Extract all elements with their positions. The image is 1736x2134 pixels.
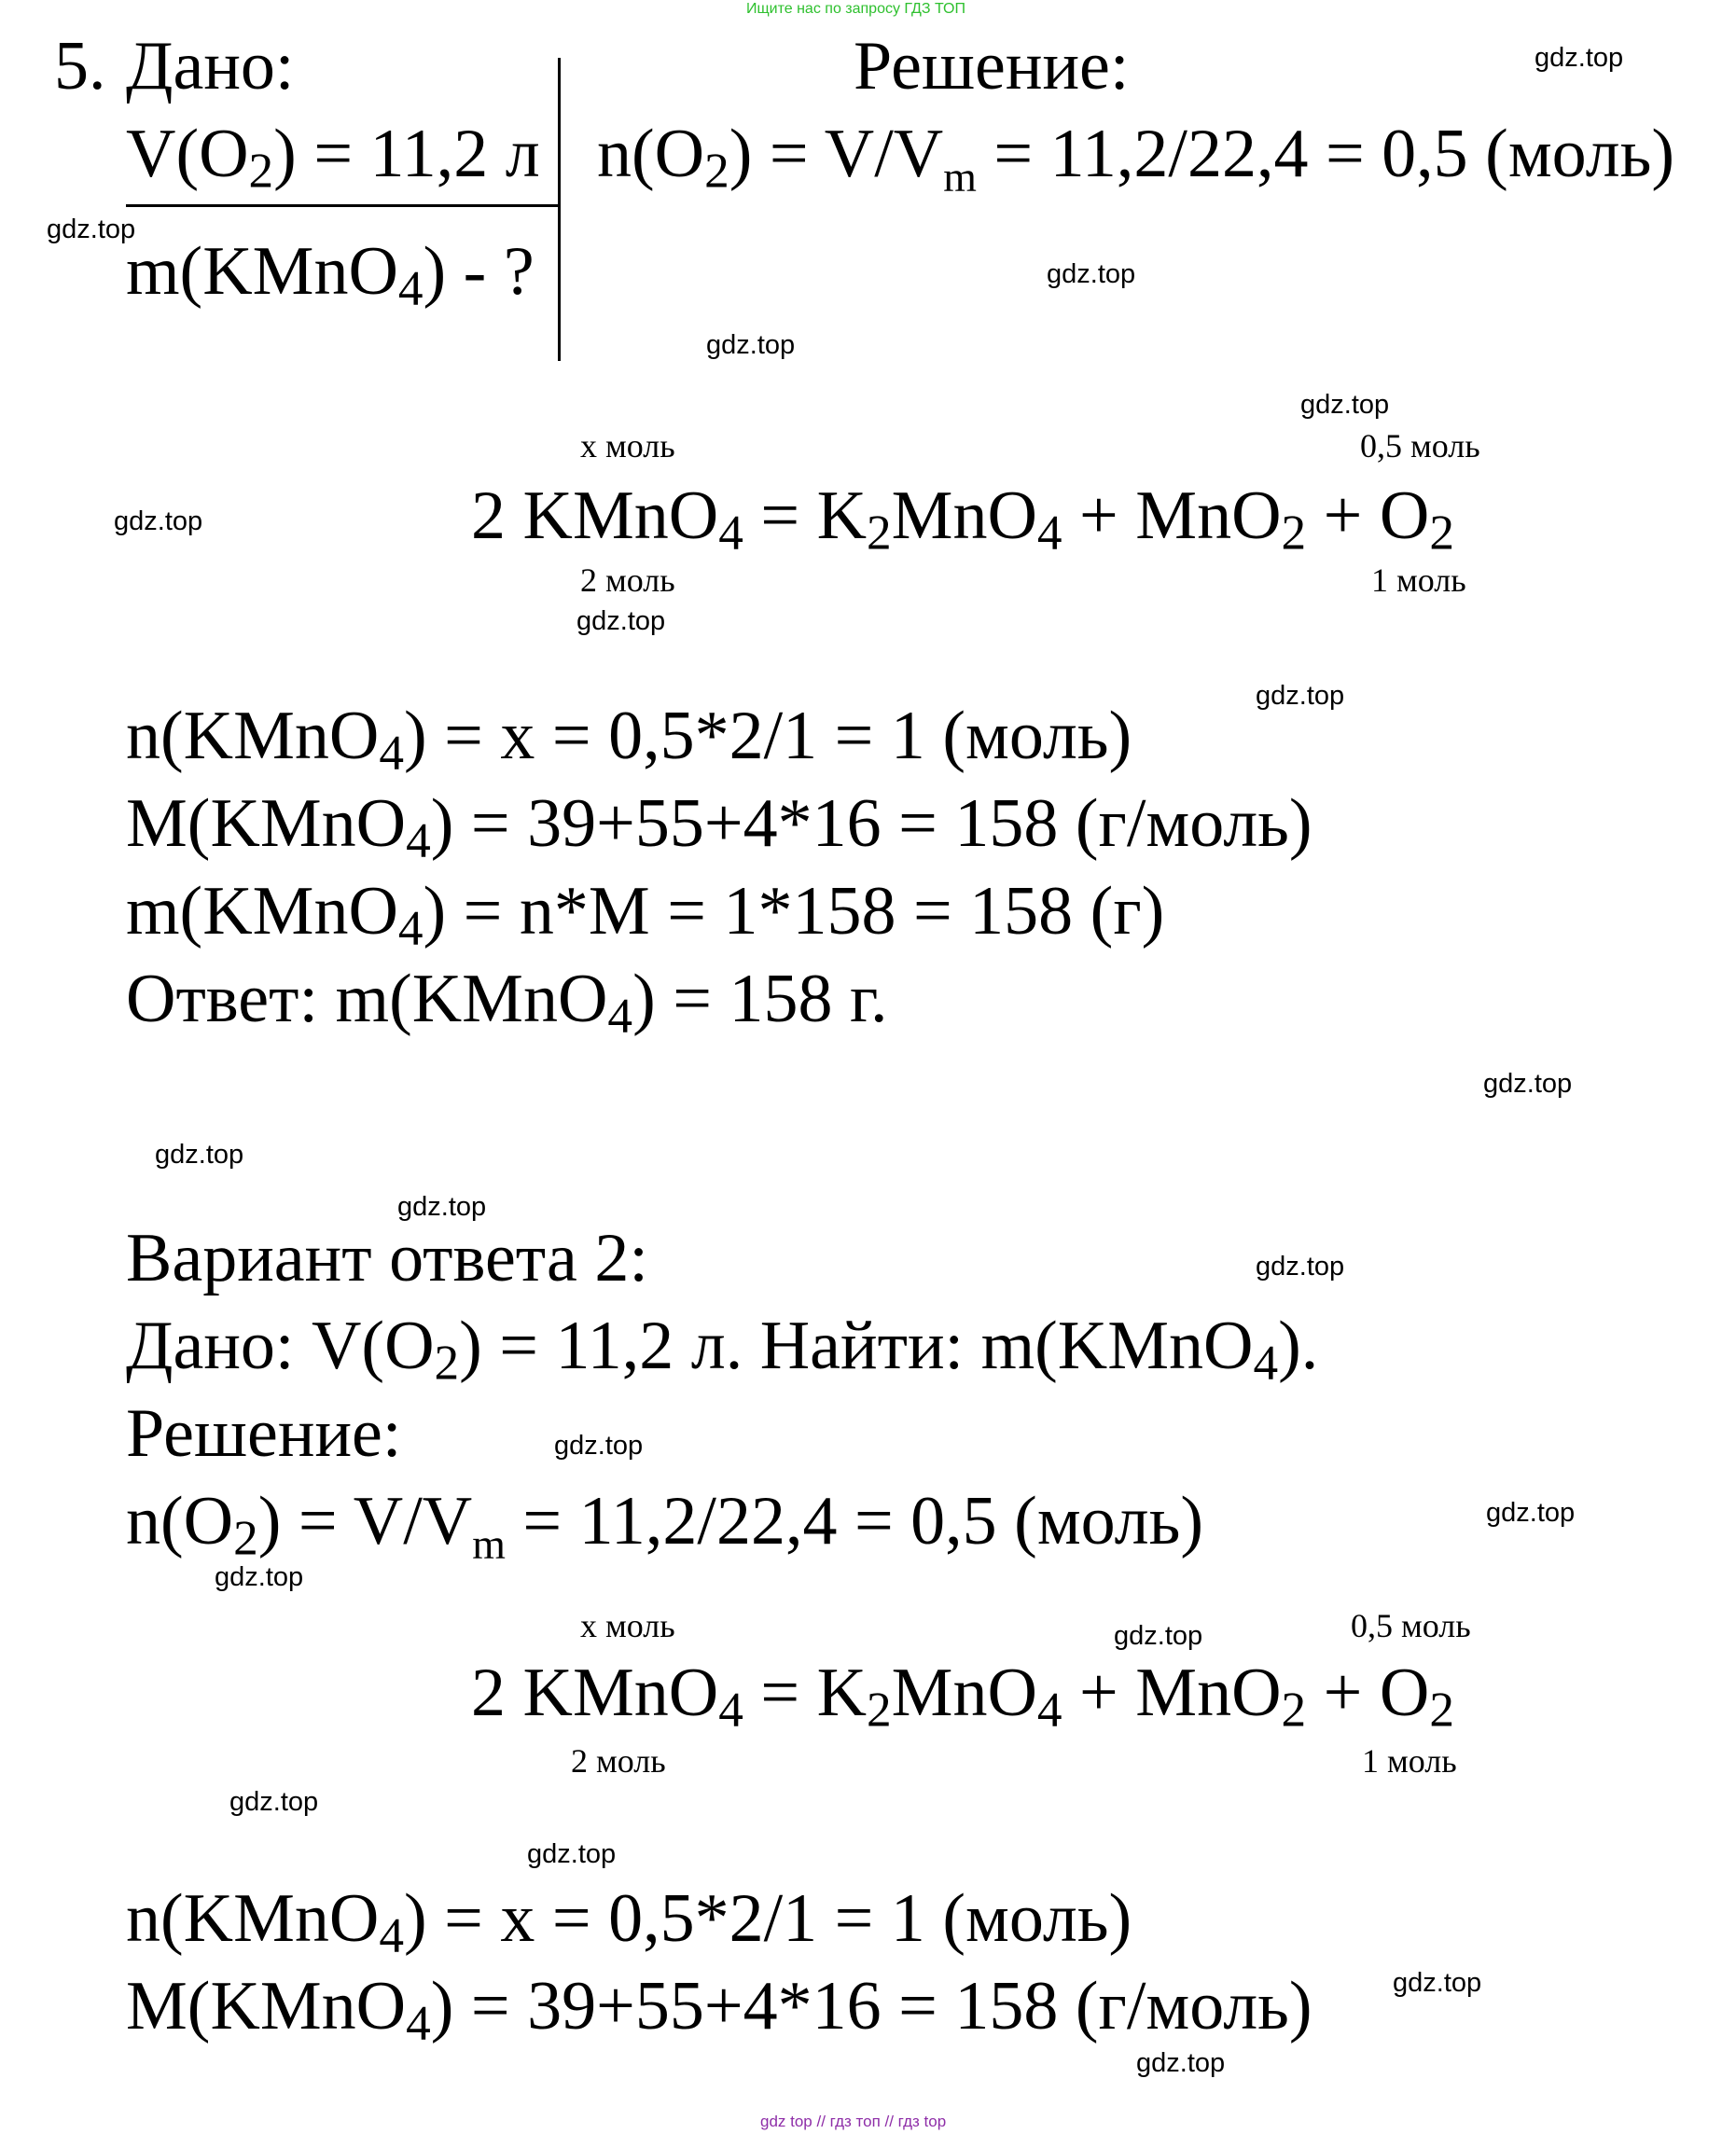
solution-label: Решение: — [854, 28, 1130, 104]
given-divider-line — [126, 204, 560, 207]
reaction-below-left: 2 моль — [580, 561, 675, 599]
watermark: gdz.top — [706, 330, 796, 360]
variant2-given: Дано: $V(O_2) = 11,2$ л. Найти: m(KMnO$_4$). — [126, 1308, 1319, 1391]
task-number: 5. — [54, 28, 106, 104]
variant2-oxygen-moles-calc: $n(O_2) = V/V_m = 11,2/22,4 = 0,5$ (моль) — [126, 1483, 1203, 1569]
watermark: gdz.top — [1047, 259, 1136, 289]
variant2-kmno4-molar-mass-calc: M(KMnO$_4$) = 39+55+4*16 = 158 (г/моль) — [126, 1968, 1312, 2051]
reaction2-below-right: 1 моль — [1362, 1742, 1457, 1780]
variant2-title: Вариант ответа 2: — [126, 1220, 648, 1296]
reaction2-below-left: 2 моль — [571, 1742, 666, 1780]
solution-divider-line — [558, 58, 561, 361]
reaction2-equation: 2 KMnO$_4$ = $K_2MnO_4 + MnO_2 + O_2$ — [471, 1655, 1454, 1738]
watermark: gdz.top — [1486, 1498, 1576, 1528]
watermark: gdz.top — [397, 1192, 487, 1222]
find-mass: m(KMnO$_4$) - ? — [126, 233, 535, 316]
reaction-below-right: 1 моль — [1371, 561, 1466, 599]
reaction2-above-right: 0,5 моль — [1351, 1607, 1471, 1644]
kmno4-molar-mass-calc: M(KMnO$_4$) = 39+55+4*16 = 158 (г/моль) — [126, 785, 1312, 868]
watermark: gdz.top — [1483, 1069, 1573, 1099]
watermark: gdz.top — [155, 1140, 244, 1170]
reaction2-above-left: х моль — [580, 1607, 675, 1644]
watermark: gdz.top — [1393, 1968, 1482, 1998]
watermark: gdz.top — [576, 606, 666, 636]
reaction-above-left: х моль — [580, 427, 675, 464]
watermark: gdz.top — [114, 506, 203, 536]
kmno4-mass-calc: m(KMnO$_4$) = n*M = 1*158 = 158 (г) — [126, 873, 1165, 956]
watermark: gdz.top — [229, 1787, 319, 1817]
given-label: Дано: — [126, 28, 295, 104]
reaction-equation: 2 KMnO$_4$ = $K_2MnO_4 + MnO_2 + O_2$ — [471, 478, 1454, 561]
given-volume: $V(O_2) = 11,2$ л — [126, 116, 540, 199]
watermark: gdz.top — [1114, 1621, 1203, 1651]
footer-text: gdz top // гдз топ // гдз top — [760, 2113, 947, 2130]
watermark: gdz.top — [527, 1839, 617, 1869]
variant2-kmno4-moles-calc: n(KMnO$_4$) = x = 0,5*2/1 = 1 (моль) — [126, 1880, 1132, 1963]
watermark: gdz.top — [1256, 1252, 1345, 1282]
variant2-solution-label: Решение: — [126, 1395, 402, 1472]
watermark: gdz.top — [1256, 681, 1345, 711]
watermark: gdz.top — [1300, 390, 1390, 420]
top-banner: Ищите нас по запросу ГДЗ ТОП — [746, 1, 965, 17]
reaction-above-right: 0,5 моль — [1360, 427, 1480, 464]
watermark: gdz.top — [215, 1562, 304, 1592]
answer-line: Ответ: m(KMnO$_4$) = 158 г. — [126, 961, 888, 1044]
watermark: gdz.top — [1136, 2048, 1226, 2078]
watermark: gdz.top — [554, 1431, 644, 1461]
watermark: gdz.top — [1535, 43, 1624, 73]
oxygen-moles-calc: $n(O_2) = V/V_m = 11,2/22,4 = 0,5$ (моль) — [597, 116, 1674, 201]
watermark: gdz.top — [47, 215, 136, 244]
kmno4-moles-calc: n(KMnO$_4$) = x = 0,5*2/1 = 1 (моль) — [126, 698, 1132, 781]
